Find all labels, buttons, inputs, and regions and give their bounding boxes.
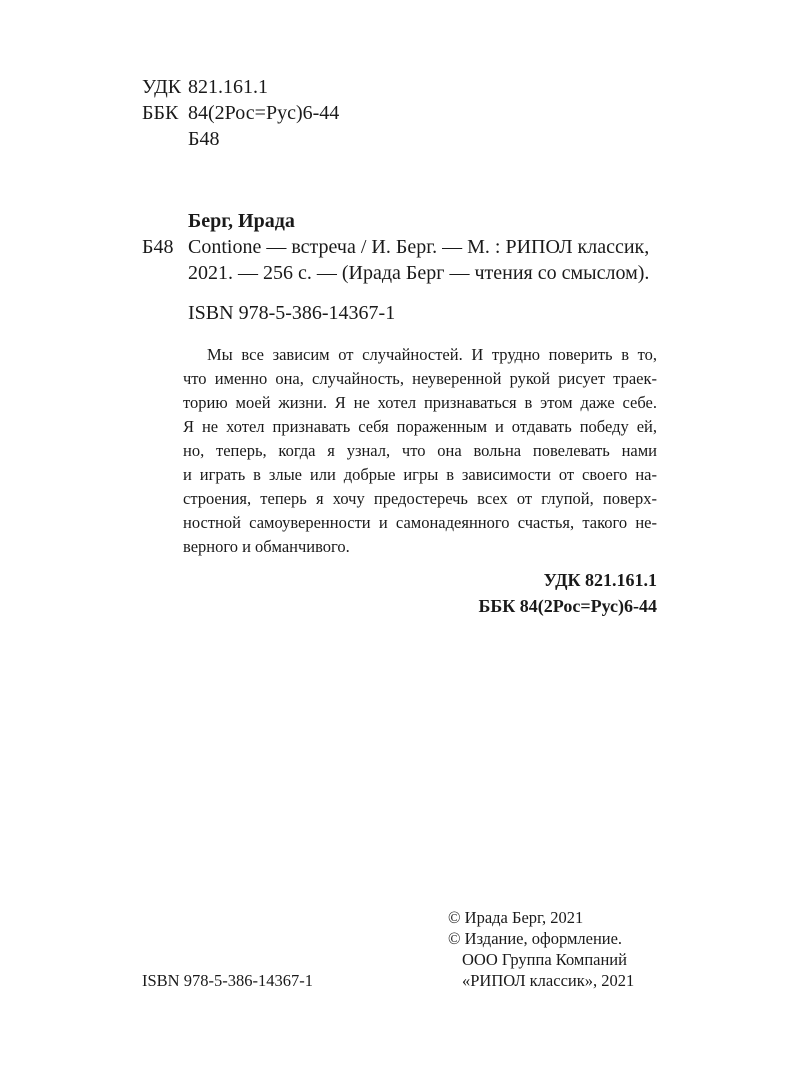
copyright-author: © Ирада Берг, 2021 xyxy=(448,908,584,927)
annotation-line: верного и обманчивого. xyxy=(183,537,350,556)
annotation-line: торию моей жизни. Я не хотел признаваться в этом даже себе. xyxy=(183,393,657,412)
publisher-line-2: «РИПОЛ классик», 2021 xyxy=(462,971,635,990)
author-heading: Берг, Ирада xyxy=(188,210,295,232)
annotation-line: Я не хотел признавать себя пораженным и отдавать победу ей, xyxy=(183,417,657,436)
copyright-block xyxy=(448,907,634,991)
udk-label: УДК xyxy=(142,76,182,98)
cutter-mark-side: Б48 xyxy=(142,236,174,258)
annotation-line: но, теперь, когда я узнал, что она вольна повелевать нами xyxy=(183,441,657,460)
publisher-line-1: ООО Группа Компаний xyxy=(462,950,627,969)
cutter-mark-top: Б48 xyxy=(188,128,220,150)
udk-bold: УДК 821.161.1 xyxy=(543,570,657,590)
annotation-paragraph xyxy=(183,343,657,559)
copyright-edition: © Издание, оформление. xyxy=(448,929,623,948)
bbk-label: ББК xyxy=(142,102,179,124)
bbk-value: 84(2Рос=Рус)6-44 xyxy=(188,102,340,124)
annotation-line: Мы все зависим от случайностей. И трудно поверить в то, xyxy=(207,345,657,364)
bibliographic-line-1: Contione — встреча / И. Берг. — М. : РИПОЛ классик, xyxy=(188,236,650,258)
bbk-bold: ББК 84(2Рос=Рус)6-44 xyxy=(478,596,657,616)
bibliographic-line-2: 2021. — 256 с. — (Ирада Берг — чтения со смыслом). xyxy=(188,262,650,284)
annotation-line: строения, теперь я хочу предостеречь всех от глупой, поверх- xyxy=(183,489,657,508)
record-isbn: ISBN 978-5-386-14367-1 xyxy=(188,302,396,324)
udk-value: 821.161.1 xyxy=(188,76,268,98)
annotation-line: ностной самоуверенности и самонадеянного счастья, такого не- xyxy=(183,513,657,532)
annotation-line: и играть в злые или добрые игры в зависимости от своего на- xyxy=(183,465,657,484)
footer-isbn: ISBN 978-5-386-14367-1 xyxy=(142,971,313,990)
annotation-line: что именно она, случайность, неуверенной рукой рисует траек- xyxy=(183,369,657,388)
